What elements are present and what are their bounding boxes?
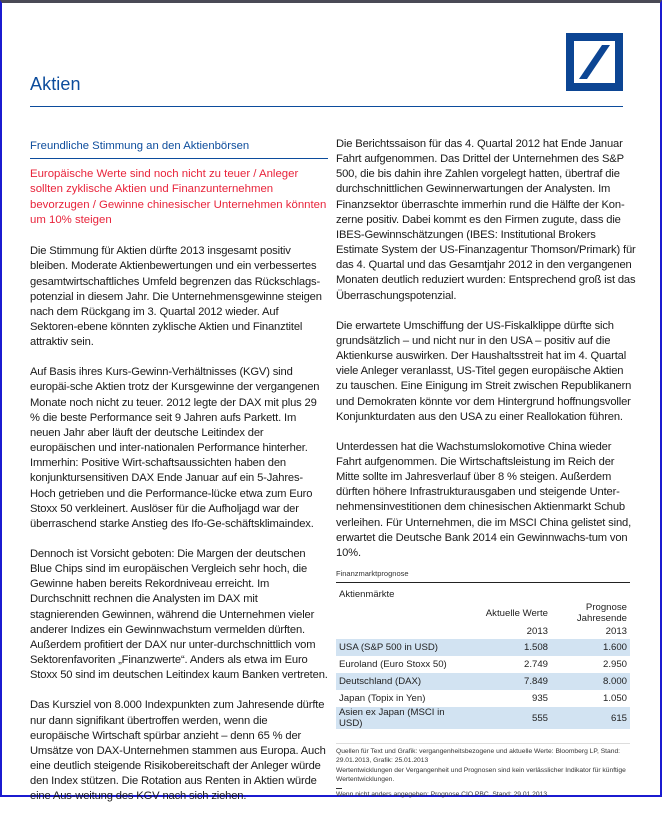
column-subheader-forecast: 2013	[605, 626, 627, 637]
table-title: Finanzmarktprognose	[336, 569, 630, 583]
forecast-table	[336, 602, 630, 729]
paragraph: Die erwartete Umschiffung der US-Fiskalklippe dürfte sich grundsätzlich – und nicht nur in den USA – positiv auf die Aktienkurse auswirken. Der Haushaltsstreit hat im 4. Quartal viele Anleger veranlasst, US-Titel gegen europäische Aktien zu tauschen. Eine Einigung im Streit zwischen Republikanern und Demokraten könnte vor dem Hintergrund hoffnungsvoller Konjunkturdaten aus den USA zu einer Reallokation führen.	[336, 319, 632, 423]
title-divider	[30, 106, 623, 107]
current-value: 935	[531, 693, 548, 704]
section-heading: Freundliche Stimmung an den Aktienbörsen	[30, 139, 328, 159]
table-row	[336, 673, 630, 690]
column-header-current: Aktuelle Werte	[485, 607, 548, 619]
forecast-value: 1.050	[602, 693, 627, 704]
current-value: 2.749	[523, 659, 548, 670]
table-row	[336, 707, 630, 729]
table-notes	[336, 743, 630, 800]
page-title: Aktien	[30, 74, 81, 94]
forecast-value: 8.000	[551, 673, 630, 690]
market-name: USA (S&P 500 in USD)	[336, 639, 467, 656]
current-value: 1.508	[467, 639, 551, 656]
market-name: Deutschland (DAX)	[336, 673, 467, 690]
current-value: 555	[467, 707, 551, 729]
table-subtitle: Aktienmärkte	[339, 589, 395, 600]
market-name: Asien ex Japan (MSCI in USD)	[336, 707, 467, 729]
paragraph: Dennoch ist Vorsicht geboten: Die Margen der deutschen Blue Chips sind im europäischen Vergleich sehr hoch, die Gewinne haben bereits Rekordniveau erreicht. Im Durchschnitt rechnen die Analysten im DAX mit stagnierenden Gewinnen, während die Unternehmen vieler anderer Indizes ein Gewinnwachstum vermelden dürften. Außerdem profitiert der DAX nur unter-durchschnittlich vom Sektorenfavoriten „Finanzwerte“. Anders als etwa im Euro Stoxx 50 sind im deutschen Leitindex kaum Banken vertreten.	[30, 548, 328, 682]
left-column	[30, 139, 328, 820]
forecast-value: 615	[551, 707, 630, 729]
forecast-value: 2.950	[602, 659, 627, 670]
right-column	[336, 137, 636, 576]
slash-icon	[574, 41, 615, 83]
forecast-table-section	[336, 569, 630, 802]
lead-summary: Europäische Werte sind noch nicht zu teuer / Anleger sollten zyklische Aktien und Finanzunternehmen bevorzugen / Gewinne chinesischer Unternehmen könnten um 10% steigen	[30, 168, 327, 226]
current-value: 7.849	[467, 673, 551, 690]
market-name: Japan (Topix in Yen)	[339, 693, 426, 704]
table-header-row	[336, 602, 630, 624]
column-subheader-market	[336, 624, 467, 639]
source-note: Quellen für Text und Grafik: vergangenheitsbezogene und aktuelle Werte: Bloomberg LP, Stand: 29.01.2013, Grafik: 25.01.2013	[336, 748, 621, 764]
forecast-source-note: Wenn nicht anders angegeben: Prognose CIO PBC, Stand: 29.01.2013	[336, 791, 548, 799]
column-header-market	[336, 602, 467, 624]
market-name: Euroland (Euro Stoxx 50)	[339, 659, 447, 670]
column-subheader-current: 2013	[526, 626, 548, 637]
paragraph: Die Berichtssaison für das 4. Quartal 2012 hat Ende Januar Fahrt aufgenommen. Das Drittel der Unternehmen des S&P 500, die bis dahin ihre Zahlen vorgelegt hatten, übertraf die durchschnittlichen Gewinnerwartungen der Analysten. Im Finanzsektor überraschte immerhin rund die Hälfte der Kon-zerne positiv. Dabei kommt es den Firmen zugute, dass die IBES-Gewinnschätzungen (IBES: Institutional Brokers Estimate System der US-Finanzagentur Thomson/Primark) für das 4. Quartal und das Gesamtjahr 2012 in den vergangenen Monaten deutlich reduziert wurden: Entsprechend groß ist das Überraschungspotenzial.	[336, 138, 636, 302]
table-row	[336, 639, 630, 656]
note-divider	[336, 788, 342, 789]
column-header-forecast: Prognose Jahresende	[576, 602, 627, 624]
disclaimer-note: Wertentwicklungen der Vergangenheit und Prognosen sind kein verlässlicher Indikator für künftige Wertentwicklungen.	[336, 767, 626, 783]
table-row	[336, 656, 630, 673]
forecast-value: 1.600	[551, 639, 630, 656]
paragraph: Unterdessen hat die Wachstumslokomotive China wieder Fahrt aufgenommen. Die Wirtschaftsleistung im Reich der Mitte sollte im Jahresverlauf über 8 % steigen. Außerdem dürften höhere Infrastrukturausgaben und steigende Unter-nehmensinvestitionen dem chinesischen Aktienmarkt Schub verleihen. Für Unternehmen, die im MSCI China gelistet sind, erwartet die Deutsche Bank 2014 ein Gewinnwachs-tum von 10%.	[336, 440, 632, 559]
deutsche-bank-logo-icon	[566, 33, 623, 91]
paragraph: Auf Basis ihres Kurs-Gewinn-Verhältnisses (KGV) sind europäi-sche Aktien trotz der Kursgewinne der vergangenen Monate noch nicht zu teuer. 2012 legte der DAX mit plus 29 % die beste Performance seit 9 Jahren aufs Parkett. Im neuen Jahr aber läuft der deutsche Leitindex der europäischen und inter-nationalen Performance hinterher. Immerhin: Positive Wirt-schaftsaussichten haben den konjunktursensitiven DAX Ende Januar auf ein 5-Jahres-Hoch getrieben und die Performance-lücke etwa zum Euro Stoxx 50 verkleinert. Auslöser für die Aufholjagd war der überraschend starke Anstieg des Ifo-Ge-schäftsklimaindex.	[30, 366, 320, 530]
paragraph: Das Kursziel von 8.000 Indexpunkten zum Jahresende dürfte nur dann signifikant übertroffen werden, wenn die europäische Wirtschaft spürbar anzieht – denn 65 % der Umsätze von DAX-Unternehmen stammen aus Europa. Auch eine deutlich steigende Risikobereitschaft der Anleger würde den Index stützen. Die Rotation aus Renten in Aktien würde eine Aus-weitung des KGV nach sich ziehen.	[30, 699, 326, 803]
table-row	[336, 690, 630, 707]
paragraph: Die Stimmung für Aktien dürfte 2013 insgesamt positiv bleiben. Moderate Aktienbewertungen und ein verbessertes gesamtwirtschaftliches Umfeld begrenzen das Rückschlags-potenzial in diesem Jahr. Die Unternehmensgewinne steigen nach dem Rückgang im 3. Quartal 2012 wieder. Auf Sektoren-ebene könnten zyklische Aktien und Finanztitel attraktiv sein.	[30, 245, 322, 349]
table-header-subrow	[336, 624, 630, 639]
